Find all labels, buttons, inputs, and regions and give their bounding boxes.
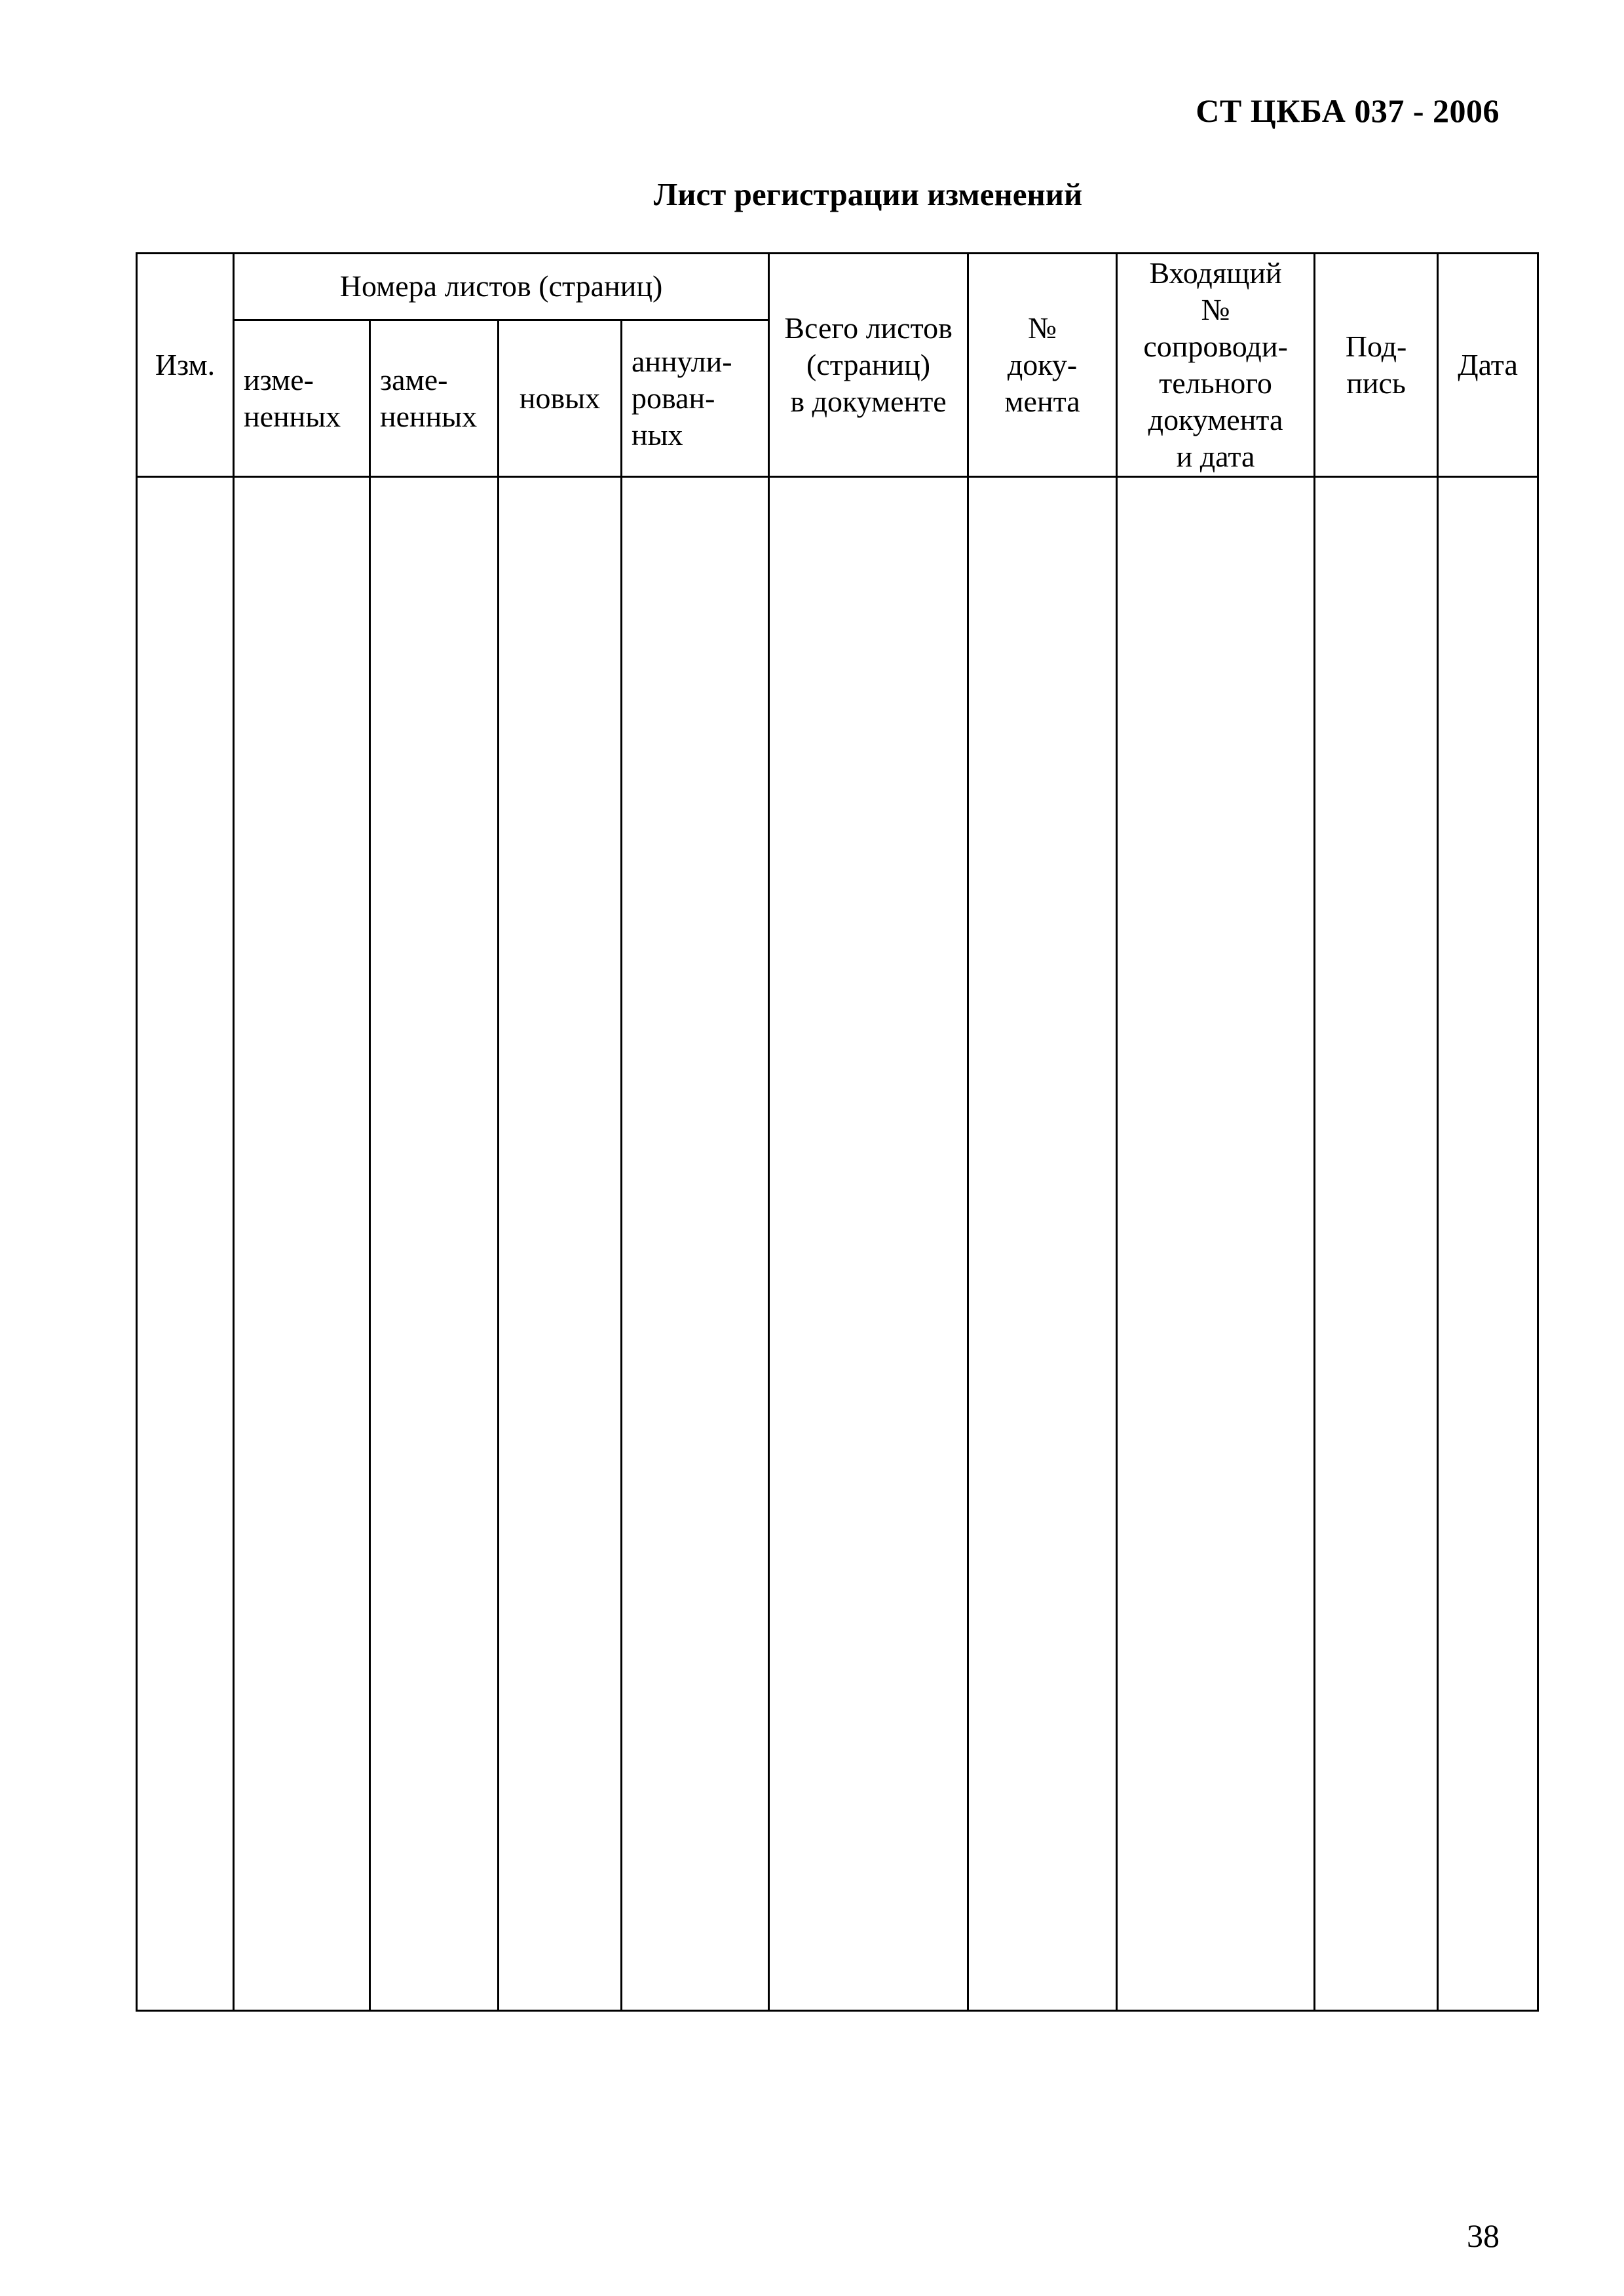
header-line: ненных — [244, 400, 341, 433]
header-line: Под- — [1345, 329, 1407, 363]
header-line: № — [1028, 311, 1057, 345]
table-row — [137, 477, 1538, 2011]
header-line: аннули- — [632, 344, 732, 378]
header-line: тельного — [1159, 366, 1272, 400]
entry-cell-izm[interactable] — [137, 477, 234, 2011]
page-title: Лист регистрации изменений — [653, 176, 1083, 212]
entry-cell-annulled[interactable] — [622, 477, 769, 2011]
entry-cell-total-sheets[interactable] — [769, 477, 968, 2011]
entry-cell-replaced[interactable] — [370, 477, 499, 2011]
entry-cell-incoming-document[interactable] — [1117, 477, 1315, 2011]
header-line: доку- — [1007, 347, 1078, 381]
header-total-sheets — [769, 254, 968, 477]
header-line: Всего листов — [784, 311, 953, 345]
header-row-top — [137, 254, 1538, 320]
header-incoming-document — [1117, 254, 1315, 477]
header-line: изме- — [244, 362, 314, 396]
entry-cell-date[interactable] — [1438, 477, 1538, 2011]
header-line: заме- — [380, 362, 448, 396]
header-line: ненных — [380, 400, 478, 433]
document-code: СТ ЦКБА 037 - 2006 — [1196, 92, 1500, 129]
header-changed — [234, 320, 370, 477]
entry-cell-doc-number[interactable] — [968, 477, 1117, 2011]
header-sheet-numbers: Номера листов (страниц) — [234, 254, 769, 320]
header-doc-number — [968, 254, 1117, 477]
header-line: новых — [519, 381, 601, 415]
entry-cell-new[interactable] — [499, 477, 622, 2011]
header-annulled — [622, 320, 769, 477]
page-number: 38 — [1467, 2217, 1500, 2254]
entry-cell-signature[interactable] — [1315, 477, 1438, 2011]
header-line: и дата — [1176, 440, 1255, 474]
header-izm: Изм. — [137, 254, 234, 477]
header-line: в документе — [790, 385, 947, 419]
header-line: Входящий — [1149, 256, 1282, 290]
header-line: (страниц) — [806, 347, 931, 381]
entry-cell-changed[interactable] — [234, 477, 370, 2011]
header-signature — [1315, 254, 1438, 477]
header-line: рован- — [632, 381, 715, 415]
header-date: Дата — [1438, 254, 1538, 477]
header-line: № — [1201, 292, 1230, 326]
header-line: ных — [632, 418, 683, 452]
header-line: мента — [1004, 385, 1080, 419]
header-line: пись — [1346, 366, 1406, 400]
header-replaced — [370, 320, 499, 477]
header-line: документа — [1148, 403, 1283, 437]
change-register-table — [136, 252, 1539, 2012]
header-line: сопроводи- — [1143, 329, 1288, 363]
header-new — [499, 320, 622, 477]
